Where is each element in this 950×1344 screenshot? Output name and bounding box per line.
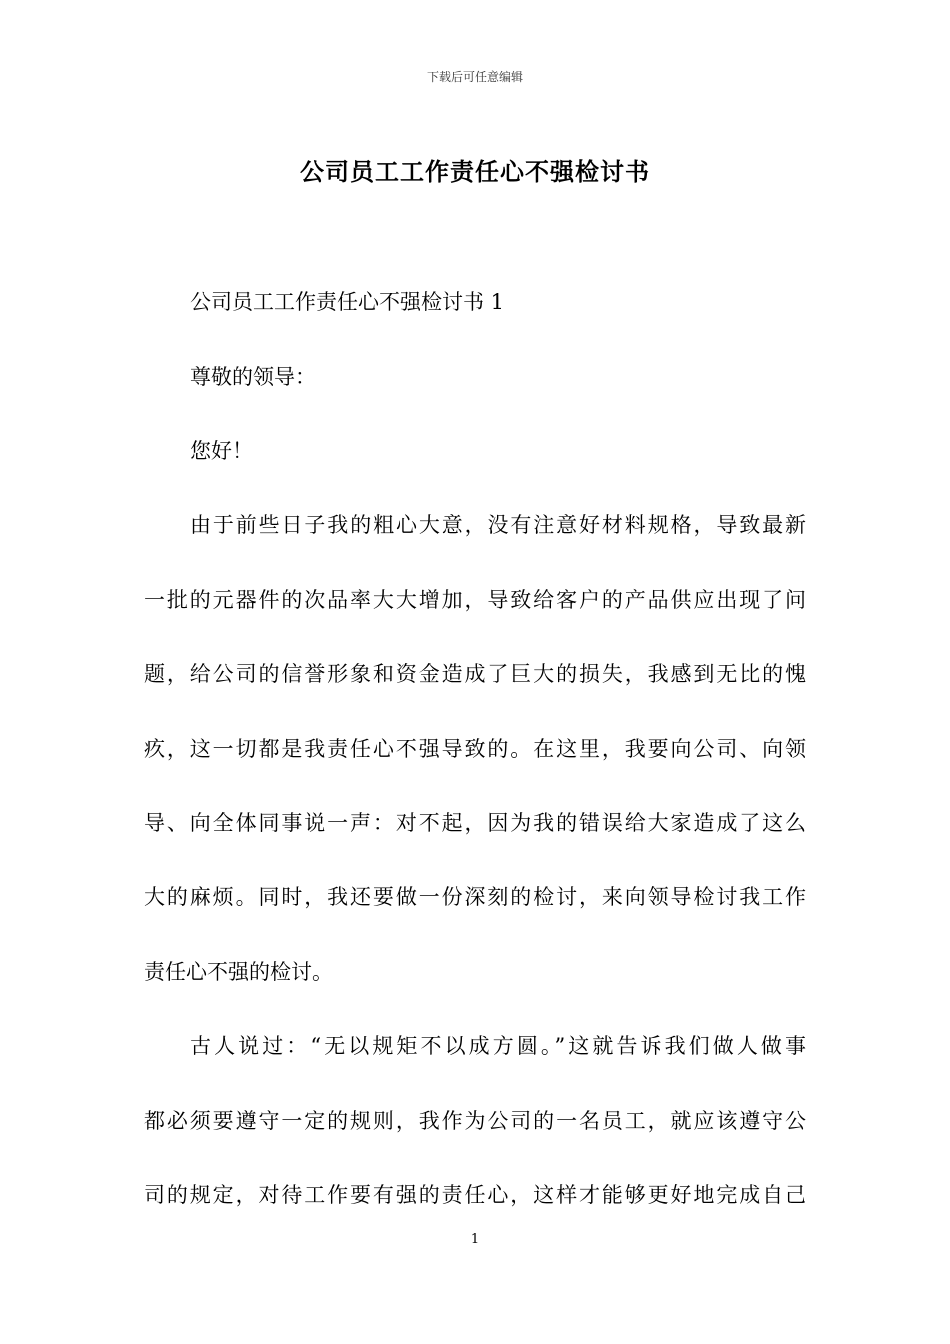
document-title: 公司员工工作责任心不强检讨书 — [300, 157, 650, 186]
paragraph-line: 司的规定，对待工作要有强的责任心，这样才能够更好地完成自己 — [144, 1183, 806, 1207]
salutation: 尊敬的领导： — [190, 365, 316, 389]
paragraph-line: 由于前些日子我的粗心大意，没有注意好材料规格，导致最新 — [190, 513, 806, 537]
greeting: 您好！ — [190, 439, 253, 463]
paragraph-line: 题，给公司的信誉形象和资金造成了巨大的损失，我感到无比的愧 — [144, 662, 806, 686]
paragraph-line: 导、向全体同事说一声：对不起，因为我的错误给大家造成了这么 — [144, 811, 806, 835]
section-heading: 公司员工工作责任心不强检讨书 1 — [190, 290, 505, 314]
paragraph-line: 责任心不强的检讨。 — [144, 960, 333, 984]
page-number: 1 — [470, 1232, 480, 1247]
paragraph-line: 大的麻烦。同时，我还要做一份深刻的检讨，来向领导检讨我工作 — [144, 885, 806, 909]
paragraph-line: 都必须要遵守一定的规则，我作为公司的一名员工，就应该遵守公 — [144, 1109, 806, 1133]
paragraph-line: 一批的元器件的次品率大大增加，导致给客户的产品供应出现了问 — [144, 588, 806, 612]
paragraph-line: 疚，这一切都是我责任心不强导致的。在这里，我要向公司、向领 — [144, 737, 806, 761]
paragraph-line: 古人说过：“无以规矩不以成方圆。”这就告诉我们做人做事 — [190, 1034, 806, 1058]
header-note: 下载后可任意编辑 — [426, 70, 523, 84]
